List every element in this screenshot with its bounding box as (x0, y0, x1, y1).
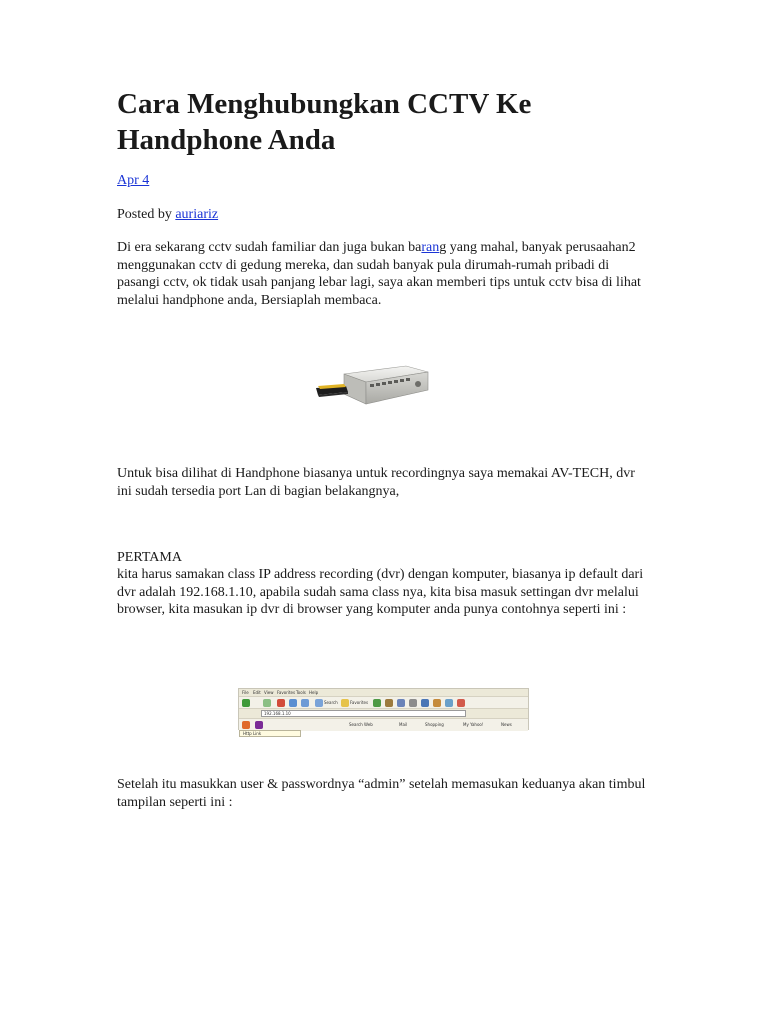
author-link[interactable]: auriariz (175, 207, 219, 222)
yahoo-icon (255, 721, 263, 729)
media-icon (373, 699, 381, 707)
browser-tab-label: Http Link (243, 731, 262, 736)
address-value: 192.168.1.10 (264, 711, 291, 716)
home-icon (301, 699, 309, 707)
posted-by-label: Posted by (117, 207, 172, 222)
page-title: Cara Menghubungkan CCTV Ke Handphone Anda (117, 88, 532, 156)
menu-view: View (264, 690, 274, 695)
messenger-icon (445, 699, 453, 707)
intro-text-part1: Di era sekarang cctv sudah familiar dan juga bukan ba (117, 240, 422, 255)
post-date-line (117, 172, 647, 190)
search-icon (315, 699, 323, 707)
firefox-icon (242, 721, 250, 729)
intro-text-part2: g yang mahal, banyak perusaahan2 menggunakan cctv di gedung mereka, dan sudah banyak pula dirumah-rumah pribadi di pasangi cctv, ok tidak usah panjang lebar lagi, saya akan memberi tips untuk cctv bisa di lihat melalui handphone anda, Bersiaplah membaca. (117, 240, 641, 308)
intro-inline-link[interactable]: ran (421, 240, 440, 255)
menu-help: Help (309, 690, 319, 695)
research-icon (457, 699, 465, 707)
edit-icon (421, 699, 429, 707)
recording-paragraph: Untuk bisa dilihat di Handphone biasanya untuk recordingnya saya memakai AV-TECH, dvr ini sudah tersedia port Lan di bagian belakangnya, (117, 466, 635, 499)
toolbar-favorites-label: Favorites (350, 700, 369, 705)
refresh-icon (289, 699, 297, 707)
stop-icon (277, 699, 285, 707)
favorites-icon (341, 699, 349, 707)
links-my-yahoo: My Yahoo! (463, 722, 484, 727)
login-paragraph: Setelah itu masukkan user & passwordnya “admin” setelah memasukan keduanya akan timbul tampilan seperti ini : (117, 777, 646, 810)
browser-tab (239, 730, 301, 737)
toolbar-search-label: Search (324, 700, 338, 705)
address-input[interactable] (261, 710, 466, 717)
post-date-link[interactable]: Apr 4 (117, 173, 150, 188)
mail-icon (397, 699, 405, 707)
step-heading: PERTAMA (117, 550, 182, 565)
links-search-web: Search Web (349, 722, 373, 727)
menu-file: File (242, 690, 249, 695)
step-paragraph: kita harus samakan class IP address recording (dvr) dengan komputer, biasanya ip default dari dvr adalah 192.168.1.10, apabila sudah sama class nya, kita bisa masuk settingan dvr melalui browser, kita masukan ip dvr di browser yang komputer anda punya contohnya seperti ini : (117, 567, 644, 617)
forward-icon (263, 699, 271, 707)
browser-menu-bar (239, 689, 528, 696)
history-icon (385, 699, 393, 707)
menu-edit: Edit (253, 690, 261, 695)
browser-toolbar-image (238, 688, 529, 736)
intro-paragraph (117, 239, 647, 309)
discuss-icon (433, 699, 441, 707)
dvr-recorder-image (314, 360, 430, 410)
print-icon (409, 699, 417, 707)
back-icon (242, 699, 250, 707)
links-mail: Mail (399, 722, 408, 727)
menu-favorites: Favorites (277, 690, 296, 695)
posted-by-line (117, 206, 647, 224)
menu-tools: Tools (296, 690, 306, 695)
links-shopping: Shopping (425, 722, 444, 727)
links-news: News (501, 722, 512, 727)
